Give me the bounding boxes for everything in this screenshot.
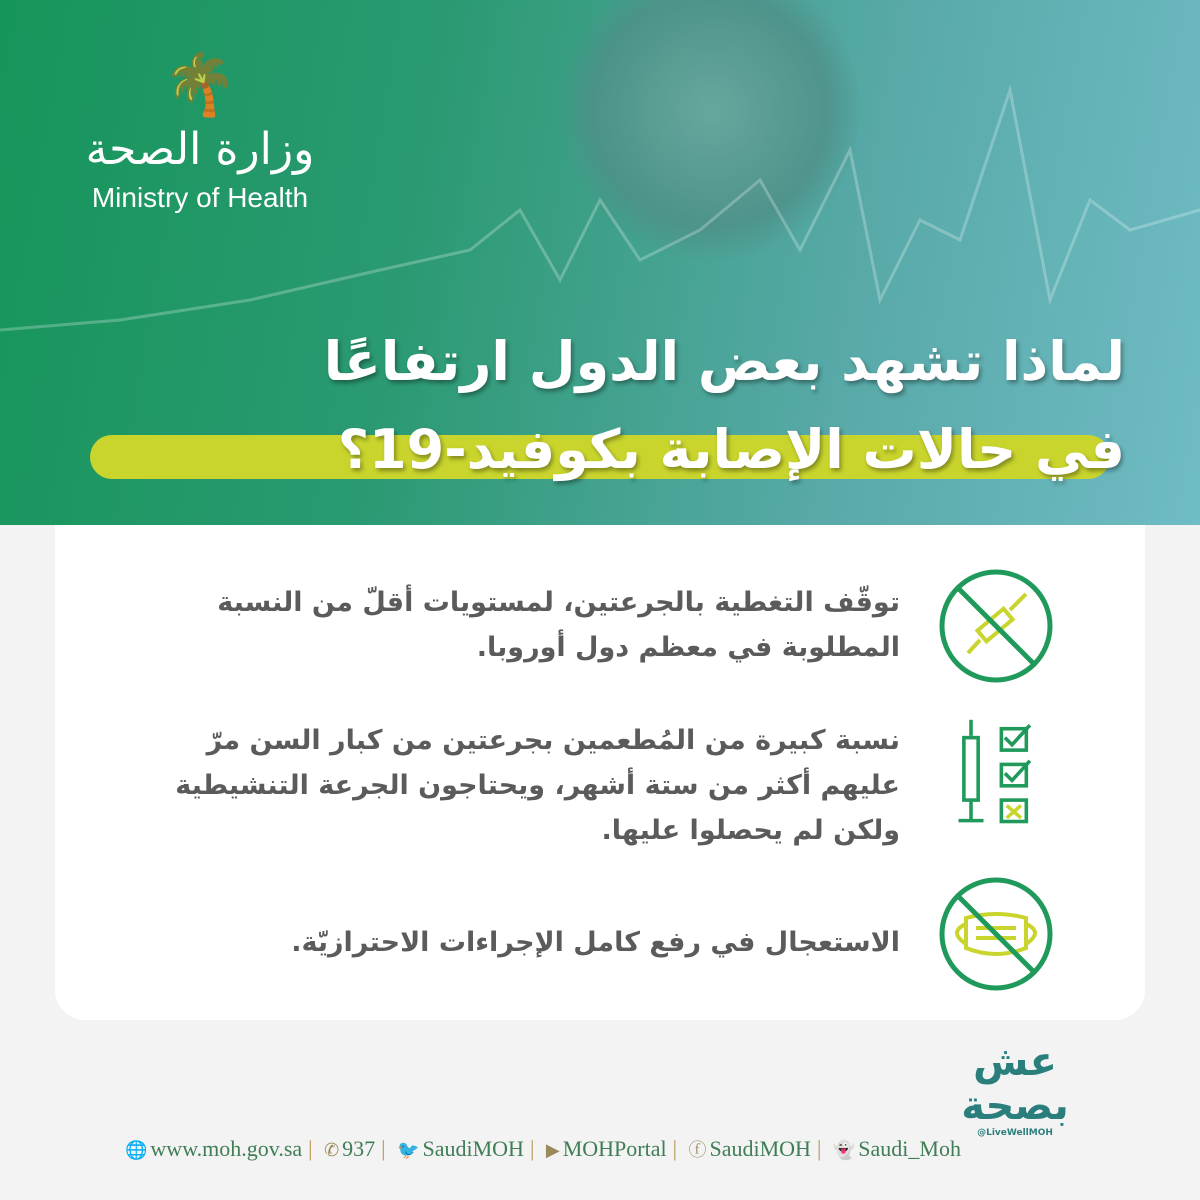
no-syringe-icon: [938, 568, 1054, 684]
hero-banner: [0, 0, 1200, 525]
palm-swords-emblem-icon: 🌴: [162, 50, 238, 120]
youtube-handle[interactable]: MOHPortal: [562, 1136, 667, 1161]
twitter-icon: 🐦: [397, 1140, 420, 1160]
snapchat-handle[interactable]: Saudi_Moh: [858, 1136, 961, 1161]
website-link[interactable]: www.moh.gov.sa: [150, 1136, 303, 1161]
syringe-checklist-icon: [938, 718, 1054, 834]
reason-item-3: الاستعجال في رفع كامل الإجراءات الاحترازيّة.: [291, 927, 900, 958]
title-line-1: لماذا تشهد بعض الدول ارتفاعًا: [323, 330, 1125, 393]
phone-number[interactable]: 937: [342, 1136, 376, 1161]
title-line-2: في حالات الإصابة بكوفيد-19؟: [337, 418, 1125, 481]
facebook-icon: ⓕ: [688, 1140, 707, 1160]
twitter-handle[interactable]: SaudiMOH: [422, 1136, 524, 1161]
moh-logo: [60, 50, 340, 214]
logo-arabic: وزارة الصحة: [85, 124, 315, 175]
live-well-logo: [955, 1040, 1075, 1140]
logo-english: Ministry of Health: [91, 182, 309, 213]
globe-icon: 🌐: [125, 1140, 148, 1160]
campaign-handle: @LiveWellMOH: [977, 1128, 1053, 1138]
no-mask-icon: [938, 876, 1054, 992]
facebook-handle[interactable]: SaudiMOH: [709, 1136, 811, 1161]
snapchat-icon: 👻: [832, 1140, 856, 1160]
youtube-icon: ▶: [545, 1140, 560, 1160]
phone-icon: ✆: [324, 1140, 340, 1160]
footer-contacts: 🌐 www.moh.gov.sa | ✆ 937 | 🐦 SaudiMOH | ▶ MOHPortal | ⓕ SaudiMOH | 👻 Saudi_Moh: [125, 1136, 961, 1161]
campaign-arabic: عش بصحة: [961, 1039, 1069, 1129]
reason-item-1: توقّف التغطية بالجرعتين، لمستويات أقلّ من النسبة المطلوبة في معظم دول أوروبا.: [217, 587, 900, 663]
reason-item-2: نسبة كبيرة من المُطعمين بجرعتين من كبار السن مرّ عليهم أكثر من ستة أشهر، ويحتاجون الجرعة التنشيطية ولكن لم يحصلوا عليها.: [175, 725, 900, 846]
